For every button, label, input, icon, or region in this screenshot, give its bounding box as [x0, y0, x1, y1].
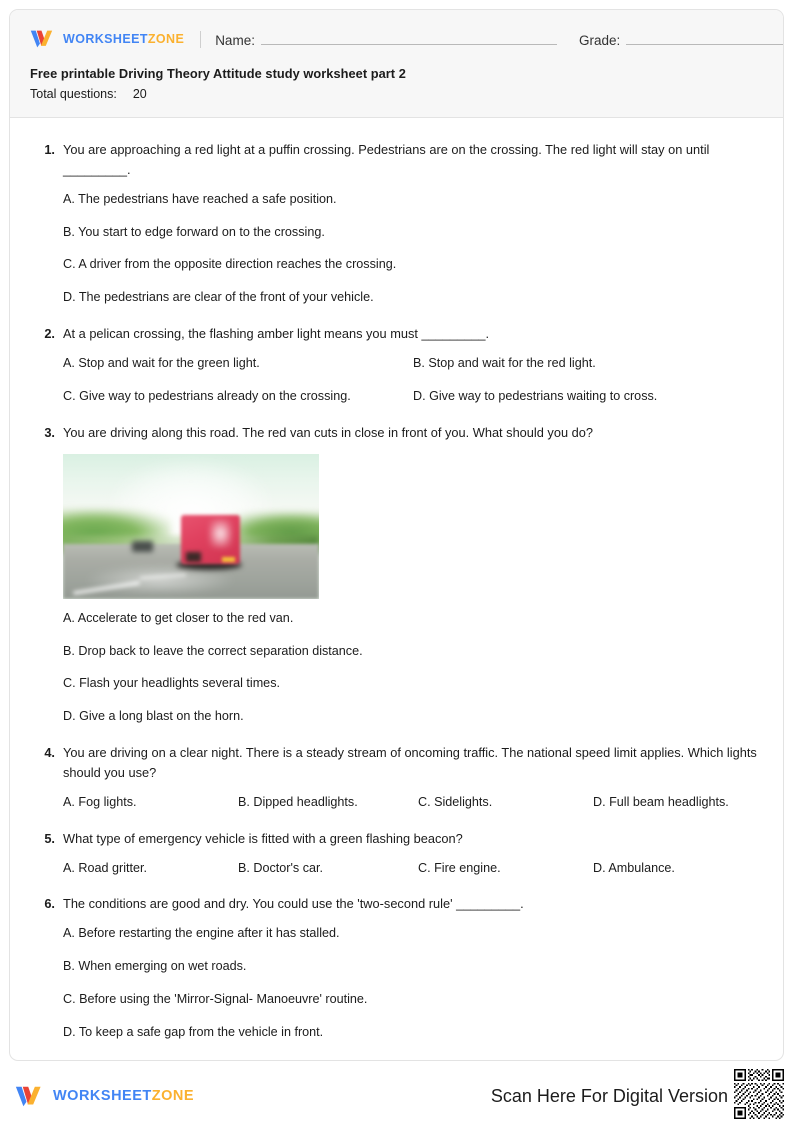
answer-options	[34, 859, 759, 878]
question-text: You are driving along this road. The red van cuts in close in front of you. What should you do?	[63, 424, 593, 440]
answer-option[interactable]: C. A driver from the opposite direction reaches the crossing.	[63, 257, 397, 272]
footer-brand-name-zone: ZONE	[151, 1088, 195, 1104]
answer-option[interactable]: C. Flash your headlights several times.	[63, 676, 280, 691]
worksheet-card	[9, 9, 784, 1061]
grade-input-line[interactable]	[626, 31, 784, 45]
total-questions-row	[30, 87, 763, 101]
grade-label: Grade:	[578, 32, 621, 48]
footer-scan-block	[491, 1069, 784, 1123]
question-number: 1.	[44, 142, 55, 157]
question-number: 5.	[44, 830, 55, 846]
worksheet-footer	[9, 1070, 784, 1122]
question-number: 2.	[44, 326, 55, 342]
answer-option[interactable]: A. Road gritter.	[63, 860, 147, 875]
brand-name-worksheet: WORKSHEET	[63, 32, 148, 46]
question-item	[34, 743, 759, 812]
answer-option[interactable]: B. Drop back to leave the correct separation distance.	[63, 643, 363, 658]
answer-option[interactable]: D. Give way to pedestrians waiting to cross.	[413, 388, 658, 403]
image-van-dark-panel	[186, 552, 201, 562]
answer-options	[34, 354, 759, 406]
question-number: 6.	[44, 896, 55, 912]
header-divider	[200, 31, 201, 48]
answer-option[interactable]: A. The pedestrians have reached a safe position.	[63, 191, 337, 206]
answer-option[interactable]: B. When emerging on wet roads.	[63, 959, 247, 974]
answer-option[interactable]: A. Stop and wait for the green light.	[63, 356, 260, 371]
answer-option[interactable]: B. Doctor's car.	[238, 860, 323, 875]
question-item	[34, 324, 759, 406]
qr-code-icon[interactable]	[734, 1069, 784, 1119]
grade-field[interactable]	[579, 31, 784, 48]
worksheet-zone-v-logo-icon	[15, 1085, 45, 1108]
question-text: What type of emergency vehicle is fitted with a green flashing beacon?	[63, 830, 463, 846]
total-questions-label: Total questions:	[30, 87, 117, 101]
answer-option[interactable]: D. The pedestrians are clear of the front of your vehicle.	[63, 290, 374, 305]
footer-brand-logo	[15, 1085, 194, 1108]
footer-brand-name-worksheet: WORKSHEET	[53, 1088, 152, 1104]
footer-brand-logo-text	[53, 1088, 194, 1104]
question-text: The conditions are good and dry. You could use the 'two-second rule' _________.	[63, 896, 524, 912]
answer-option[interactable]: B. Dipped headlights.	[238, 794, 358, 809]
question-item	[34, 894, 759, 1041]
image-van-glare	[209, 519, 232, 548]
answer-options	[34, 793, 759, 812]
worksheet-title: Free printable Driving Theory Attitude study worksheet part 2	[30, 66, 406, 81]
question-image-wrapper	[34, 454, 759, 599]
answer-option[interactable]: C. Fire engine.	[418, 860, 501, 875]
question-heading	[34, 140, 759, 180]
header-top-row	[30, 10, 763, 63]
answer-options	[34, 609, 759, 727]
name-field[interactable]	[215, 31, 557, 48]
answer-option[interactable]: D. Ambulance.	[593, 860, 675, 875]
answer-option[interactable]: D. To keep a safe gap from the vehicle in front.	[63, 1024, 324, 1039]
question-item	[34, 140, 759, 307]
answer-option[interactable]: D. Full beam headlights.	[593, 794, 729, 809]
question-item	[34, 829, 759, 878]
answer-option[interactable]: B. You start to edge forward on to the crossing.	[63, 224, 325, 239]
brand-logo	[30, 29, 184, 49]
question-heading	[34, 743, 759, 783]
answer-option[interactable]: C. Before using the 'Mirror-Signal- Manoeuvre' routine.	[63, 992, 368, 1007]
road-scene-with-red-van-image	[63, 454, 319, 599]
question-item	[34, 423, 759, 726]
question-number: 4.	[44, 745, 55, 761]
questions-list	[10, 118, 783, 1042]
question-heading	[34, 829, 759, 849]
question-heading	[34, 324, 759, 344]
worksheet-header	[10, 10, 783, 118]
answer-option[interactable]: A. Accelerate to get closer to the red van.	[63, 610, 294, 625]
answer-option[interactable]: C. Give way to pedestrians already on the crossing.	[63, 388, 351, 403]
answer-option[interactable]: D. Give a long blast on the horn.	[63, 709, 244, 724]
question-text: You are approaching a red light at a puffin crossing. Pedestrians are on the crossing. The red light will stay on until _________.	[63, 142, 710, 177]
answer-options	[34, 924, 759, 1042]
question-number: 3.	[44, 424, 55, 440]
question-text: At a pelican crossing, the flashing amber light means you must _________.	[63, 326, 490, 342]
scan-here-text: Scan Here For Digital Version	[490, 1085, 728, 1106]
brand-name-zone: ZONE	[147, 32, 185, 46]
question-text: You are driving on a clear night. There is a steady stream of oncoming traffic. The national speed limit applies. Which lights should you use?	[63, 745, 757, 781]
image-van-taillight	[222, 557, 235, 563]
answer-option[interactable]: A. Fog lights.	[63, 794, 137, 809]
worksheet-zone-v-logo-icon	[30, 29, 56, 49]
image-distant-car	[132, 541, 152, 553]
question-heading	[34, 423, 759, 443]
answer-option[interactable]: A. Before restarting the engine after it has stalled.	[63, 926, 340, 941]
total-questions-value: 20	[132, 87, 147, 101]
answer-options	[34, 190, 759, 308]
name-input-line[interactable]	[261, 31, 557, 45]
answer-option[interactable]: C. Sidelights.	[418, 794, 493, 809]
question-heading	[34, 894, 759, 914]
brand-logo-text	[63, 32, 184, 46]
answer-option[interactable]: B. Stop and wait for the red light.	[413, 356, 596, 371]
name-label: Name:	[215, 32, 255, 48]
